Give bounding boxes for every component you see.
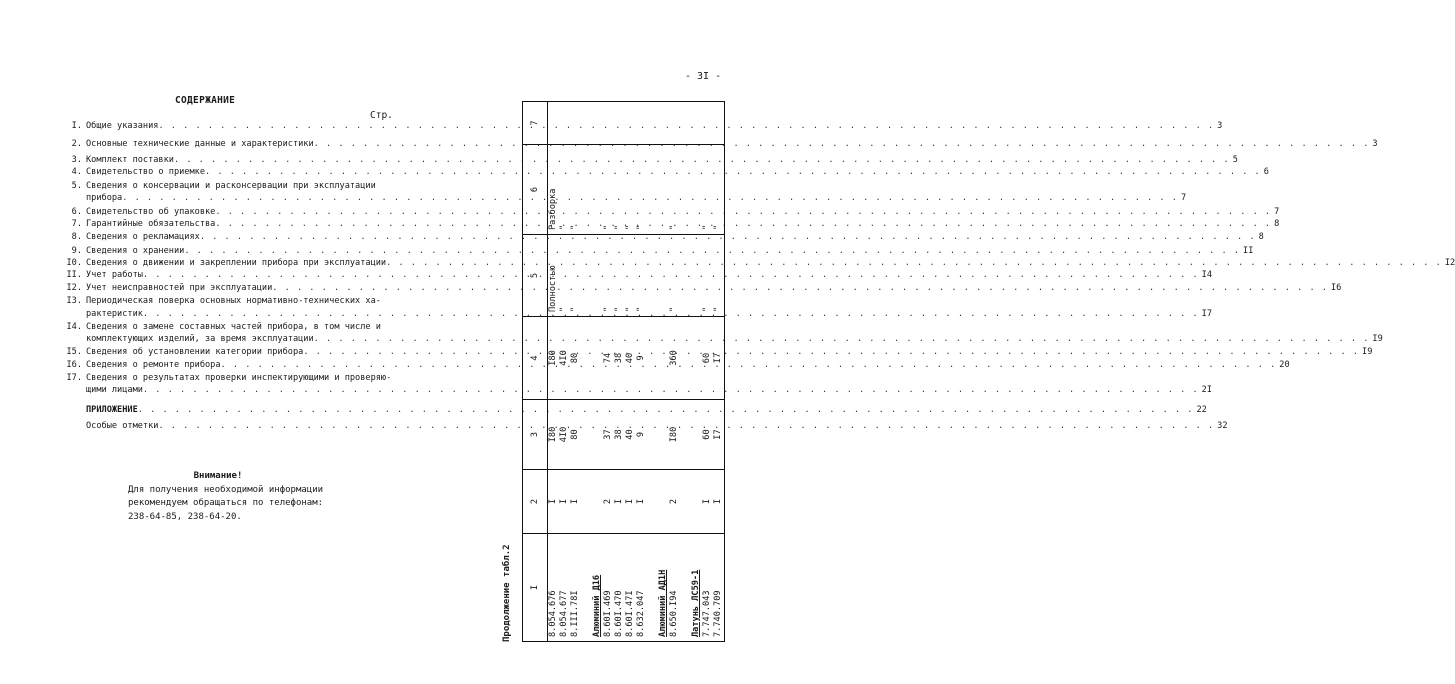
table-cell: " — [614, 145, 625, 235]
table-cell: 2 — [669, 470, 680, 534]
table-cell — [680, 470, 691, 534]
column-header: 4 — [523, 317, 548, 400]
table-cell: I — [702, 470, 713, 534]
table-row — [570, 102, 581, 642]
table-cell — [691, 235, 702, 317]
table-cell: " — [570, 145, 581, 235]
toc-text: комплектующих изделий, за время эксплуатации — [86, 334, 314, 344]
contents-title: СОДЕРЖАНИЕ — [175, 95, 236, 106]
table-row — [658, 102, 669, 642]
toc-page: 32 — [1217, 421, 1228, 431]
part-number: 8.054.676 — [548, 534, 560, 642]
rotated-table-block — [502, 100, 772, 640]
toc-page: 5 — [1232, 155, 1238, 165]
toc-number: I3. — [66, 296, 82, 306]
attention-line: Для получения необходимой информации — [128, 484, 324, 495]
table-row — [636, 102, 647, 642]
toc-text: Особые отметки — [86, 421, 159, 431]
table-cell: I — [713, 470, 725, 534]
table-cell: I7 — [713, 400, 725, 470]
table-cell: 37 — [603, 400, 614, 470]
table-cell: I — [636, 470, 647, 534]
attention-text — [128, 484, 323, 525]
toc-text: ПРИЛОЖЕНИЕ — [86, 405, 138, 415]
table-row — [592, 102, 603, 642]
table-cell: 38 — [614, 317, 625, 400]
table-row — [669, 102, 680, 642]
table-row — [702, 102, 713, 642]
column-header: 2 — [523, 470, 548, 534]
table-cell — [614, 102, 625, 145]
toc-number: I4. — [66, 322, 82, 332]
toc-text: Комплект поставки — [86, 155, 174, 165]
table-cell: " — [559, 235, 570, 317]
table-row — [680, 102, 691, 642]
toc-number: 9. — [71, 246, 82, 256]
toc-line — [58, 167, 1269, 179]
table-row — [625, 102, 636, 642]
table-cell — [680, 145, 691, 235]
table-cell: I — [625, 470, 636, 534]
toc-number: I2. — [66, 283, 82, 293]
toc-text: Сведения о рекламациях — [86, 232, 200, 242]
table-cell: " — [603, 235, 614, 317]
table-cell: 60 — [702, 400, 713, 470]
toc-page: 2I — [1201, 385, 1213, 395]
table-cell — [581, 317, 592, 400]
toc-text: щими лицами — [86, 385, 143, 395]
table-cell: " — [625, 145, 636, 235]
toc-page: 22 — [1196, 405, 1207, 415]
toc-line — [58, 405, 1207, 417]
table-row — [603, 102, 614, 642]
toc-page: 7 — [1274, 207, 1280, 217]
material-heading: Алюминий АД1Н — [658, 534, 669, 642]
toc-number: 8. — [71, 232, 82, 242]
table-cell — [581, 102, 592, 145]
toc-number: 6. — [71, 207, 82, 217]
table-row — [647, 102, 658, 642]
table-cell — [636, 102, 647, 145]
table-row — [581, 102, 592, 642]
table-cell — [680, 235, 691, 317]
table-cell — [691, 102, 702, 145]
table-cell: " — [570, 235, 581, 317]
toc-line — [58, 360, 1290, 372]
toc-line — [58, 373, 400, 385]
toc-line — [58, 322, 400, 334]
table-cell: I — [559, 470, 570, 534]
toc-page: I9 — [1362, 347, 1373, 357]
table-cell — [581, 470, 592, 534]
attention-line: 238-64-85, 238-64-20. — [128, 511, 242, 522]
table-cell — [592, 235, 603, 317]
table-continuation-label: Продолжение табл.2 — [502, 544, 512, 642]
toc-page: I2 — [1444, 258, 1455, 268]
table-cell: 80 — [570, 317, 581, 400]
toc-text: Периодическая поверка основных нормативно-технических ха- — [86, 296, 381, 306]
table-row — [713, 102, 725, 642]
table-cell: 74 — [603, 317, 614, 400]
table-cell — [548, 102, 560, 145]
material-heading: Алюминий Д16 — [592, 534, 603, 642]
table-cell: 80 — [570, 400, 581, 470]
toc-line — [58, 246, 1254, 258]
table-cell: " — [713, 145, 725, 235]
table-cell — [625, 102, 636, 145]
toc-page: 8 — [1274, 219, 1280, 229]
toc-page: I7 — [1201, 309, 1213, 319]
attention-notice — [128, 470, 323, 524]
page-column-label: Стр. — [370, 110, 393, 121]
table-row — [559, 102, 570, 642]
toc-line — [58, 296, 400, 308]
part-number: 8.632.047 — [636, 534, 647, 642]
column-header: 7 — [523, 102, 548, 145]
table-cell: Разборка — [548, 145, 560, 235]
toc-page: 6 — [1263, 167, 1269, 177]
part-number: 7.747.043 — [702, 534, 713, 642]
table-cell — [680, 400, 691, 470]
part-number — [680, 534, 691, 642]
toc-line — [58, 232, 1264, 244]
part-number: 7.740.709 — [713, 534, 725, 642]
toc-page: 7 — [1180, 193, 1187, 203]
toc-text: Сведения о консервации и расконсервации при эксплуатации — [86, 181, 376, 191]
toc-line — [58, 421, 1228, 433]
table-cell — [658, 235, 669, 317]
table-cell — [647, 470, 658, 534]
part-number: 8.054.677 — [559, 534, 570, 642]
table-cell: 40 — [625, 400, 636, 470]
toc-line — [58, 139, 1378, 151]
table-cell: " — [669, 145, 680, 235]
table-cell — [647, 145, 658, 235]
table-cell: " — [603, 145, 614, 235]
table-cell: " — [713, 235, 725, 317]
table-cell — [581, 235, 592, 317]
table-cell: " — [636, 235, 647, 317]
column-header: 6 — [523, 145, 548, 235]
table-cell: 2 — [603, 470, 614, 534]
toc-number: I5. — [66, 347, 82, 357]
table-cell — [581, 400, 592, 470]
part-number: 8.60I.469 — [603, 534, 614, 642]
table-cell — [691, 317, 702, 400]
toc-page: I4 — [1201, 270, 1213, 280]
table-cell — [647, 102, 658, 145]
toc-number: I0. — [66, 258, 82, 268]
table-cell: 60 — [702, 317, 713, 400]
toc-number: 7. — [71, 219, 82, 229]
toc-text: Учет работы — [86, 270, 143, 280]
table-cell — [592, 400, 603, 470]
attention-title: Внимание! — [193, 471, 243, 481]
table-cell: " — [636, 145, 647, 235]
toc-text: Сведения об установлении категории прибора — [86, 347, 304, 357]
column-header: 5 — [523, 235, 548, 317]
toc-line — [58, 270, 1213, 282]
table-cell: I — [570, 470, 581, 534]
table-cell — [647, 317, 658, 400]
table-cell — [592, 470, 603, 534]
table-cell: 9 — [636, 317, 647, 400]
table-cell — [658, 317, 669, 400]
toc-page: 3 — [1372, 139, 1378, 149]
toc-text: Свидетельство о приемке — [86, 167, 205, 177]
toc-page: I6 — [1331, 283, 1342, 293]
table-cell — [647, 400, 658, 470]
parts-table — [522, 101, 725, 642]
toc-line — [58, 309, 1213, 321]
table-row — [614, 102, 625, 642]
table-cell: 9 — [636, 400, 647, 470]
table-cell — [647, 235, 658, 317]
table-cell — [680, 102, 691, 145]
table-cell — [669, 102, 680, 145]
table-row — [691, 102, 702, 642]
toc-page: II — [1243, 246, 1254, 256]
toc-number: I7. — [66, 373, 82, 383]
table-cell: 40 — [625, 317, 636, 400]
toc-text: рактеристик — [86, 309, 143, 319]
table-cell — [592, 145, 603, 235]
table-cell: " — [614, 235, 625, 317]
table-cell: I80 — [669, 400, 680, 470]
toc-line — [58, 155, 1238, 167]
table-cell: " — [625, 235, 636, 317]
table-cell: " — [559, 145, 570, 235]
toc-text: Сведения о хранении — [86, 246, 185, 256]
page-number: - 3I - — [685, 71, 722, 82]
table-cell — [570, 102, 581, 145]
toc-line — [58, 181, 400, 193]
attention-line: рекомендуем обращаться по телефонам: — [128, 498, 324, 508]
toc-number: I. — [71, 121, 82, 131]
table-cell: I7 — [713, 317, 725, 400]
toc-line — [58, 385, 1213, 397]
toc-text: Общие указания — [86, 121, 159, 131]
part-number: 8.60I.470 — [614, 534, 625, 642]
toc-number: 4. — [71, 167, 82, 177]
table-row — [548, 102, 560, 642]
table-cell — [680, 317, 691, 400]
part-number — [581, 534, 592, 642]
toc-line — [58, 193, 1187, 205]
toc-text: Учет неисправностей при эксплуатации — [86, 283, 273, 293]
toc-number: I6. — [66, 360, 82, 370]
table-cell: " — [702, 145, 713, 235]
table-cell: 4I0 — [559, 317, 570, 400]
toc-text: Сведения о замене составных частей прибора, в том числе и — [86, 322, 381, 332]
table-cell — [658, 400, 669, 470]
table-cell — [658, 470, 669, 534]
table-cell: 38 — [614, 400, 625, 470]
table-cell: " — [669, 235, 680, 317]
toc-number: 5. — [71, 181, 82, 191]
toc-number: II. — [66, 270, 82, 280]
table-cell — [658, 102, 669, 145]
table-cell: " — [702, 235, 713, 317]
toc-text: Гарантийные обязательства — [86, 219, 216, 229]
table-header-row — [523, 102, 548, 642]
part-number: 8.60I.47I — [625, 534, 636, 642]
table-cell: I — [614, 470, 625, 534]
table-body — [548, 102, 725, 642]
table-cell — [592, 102, 603, 145]
toc-page: 3 — [1217, 121, 1223, 131]
toc-line — [58, 283, 1342, 295]
toc-number: 3. — [71, 155, 82, 165]
column-header: 3 — [523, 400, 548, 470]
part-number: 8.650.I94 — [669, 534, 680, 642]
table-cell — [559, 102, 570, 145]
table-cell: I — [548, 470, 560, 534]
toc-line — [58, 219, 1280, 231]
toc-line — [58, 258, 1455, 270]
toc-text: Основные технические данные и характеристики — [86, 139, 314, 149]
toc-page: I9 — [1372, 334, 1383, 344]
table-cell — [581, 145, 592, 235]
toc-number: 2. — [71, 139, 82, 149]
table-cell — [713, 102, 725, 145]
table-cell: 4I0 — [559, 400, 570, 470]
table-cell: I80 — [548, 317, 560, 400]
toc-page: 20 — [1279, 360, 1290, 370]
toc-line — [58, 207, 1280, 219]
table-cell — [691, 145, 702, 235]
material-heading: Латунь ЛС59-1 — [691, 534, 702, 642]
table-cell: Полностью — [548, 235, 560, 317]
toc-line — [58, 334, 1383, 346]
toc-text: Сведения о движении и закреплении прибора при эксплуатации — [86, 258, 387, 268]
column-header: I — [523, 534, 548, 642]
part-number — [647, 534, 658, 642]
table-cell — [603, 102, 614, 145]
table-cell — [691, 470, 702, 534]
table-cell — [658, 145, 669, 235]
toc-page: 8 — [1258, 232, 1264, 242]
part-number: 8.III.78I — [570, 534, 581, 642]
toc-text: прибора — [86, 193, 123, 203]
toc-line — [58, 121, 1223, 133]
toc-text: Сведения о ремонте прибора — [86, 360, 221, 370]
table-cell — [691, 400, 702, 470]
table-cell: I80 — [548, 400, 560, 470]
table-cell — [702, 102, 713, 145]
table-cell: 360 — [669, 317, 680, 400]
toc-text: Свидетельство об упаковке — [86, 207, 216, 217]
toc-text: Сведения о результатах проверки инспектирующими и проверяю- — [86, 373, 392, 383]
right-page — [450, 0, 900, 684]
table-cell — [592, 317, 603, 400]
